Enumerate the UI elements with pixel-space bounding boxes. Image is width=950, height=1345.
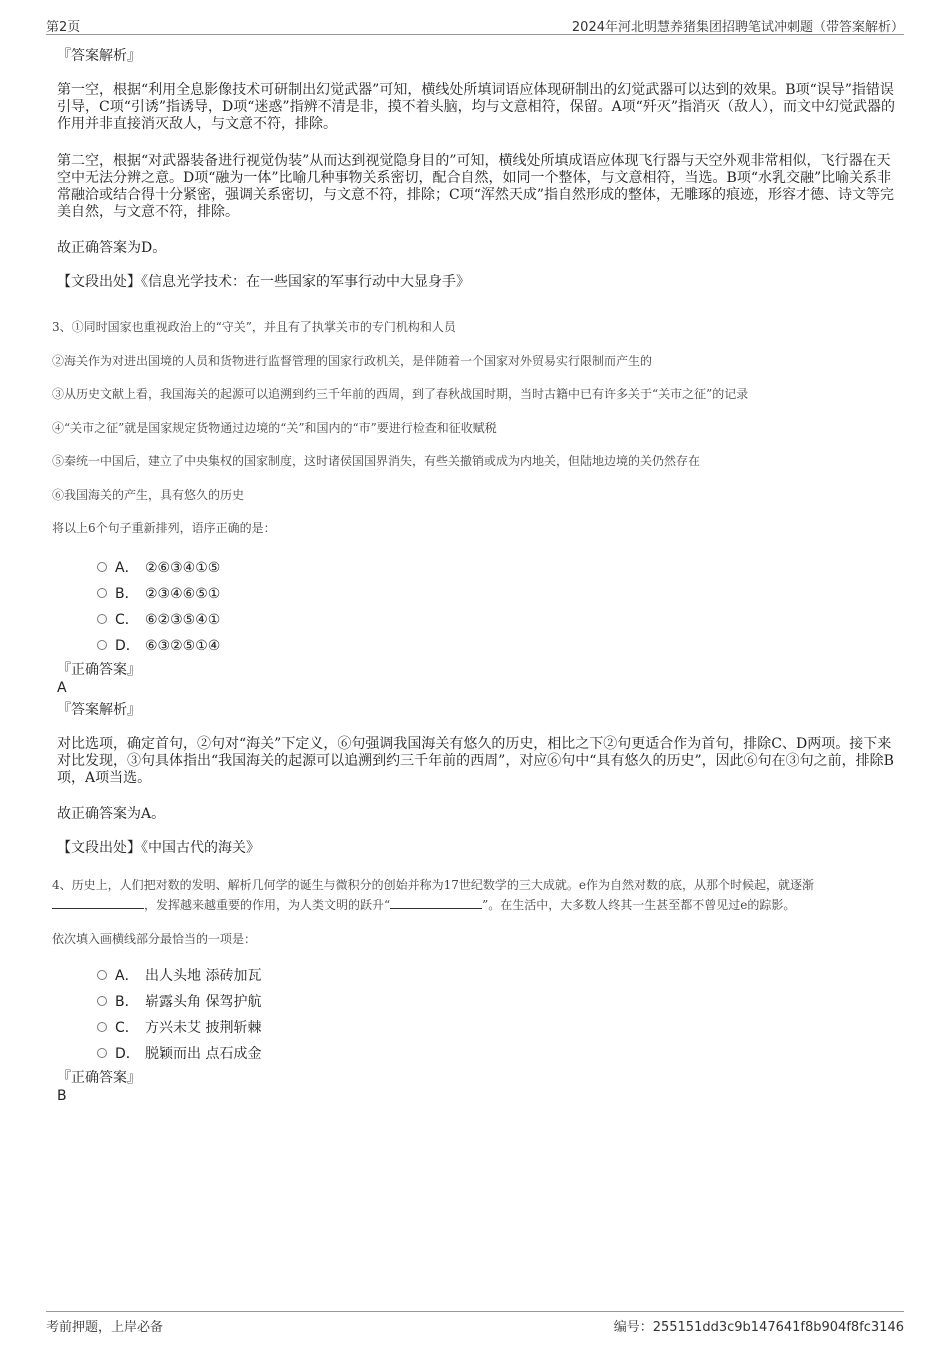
radio-icon[interactable]: [97, 588, 107, 598]
footer-serial: 编号：255151dd3c9b147641f8b904f8fc3146: [613, 1320, 904, 1335]
q2-conclusion: 故正确答案为D。: [57, 240, 167, 256]
q4-answer: B: [57, 1088, 67, 1104]
q3-answer: A: [57, 680, 67, 696]
q3-option-a[interactable]: A． ②⑥③④①⑤: [97, 557, 220, 577]
q4-option-b[interactable]: B． 崭露头角 保驾护航: [97, 991, 261, 1011]
radio-icon[interactable]: [97, 562, 107, 572]
q4-option-d[interactable]: D． 脱颖而出 点石成金: [97, 1043, 261, 1063]
q3-option-d[interactable]: D． ⑥③②⑤①④: [97, 635, 220, 655]
q3-prompt: 将以上6个句子重新排列，语序正确的是：: [52, 521, 276, 535]
q2-analysis-label: 『答案解析』: [57, 48, 141, 64]
radio-icon[interactable]: [97, 640, 107, 650]
q3-conclusion: 故正确答案为A。: [57, 806, 166, 822]
q2-analysis-para1: 第一空，根据“利用全息影像技术可研制出幻觉武器”可知，横线处所填词语应体现研制出的幻觉武器可以达到的效果。B项“误导”指错误引导，C项“引诱”指诱导，D项“迷惑”指辨不清是非，摸不着头脑，均与文意相符，保留。A项“歼灭”指消灭（敌人），而文中幻觉武器的作用并非直接消灭敌人，与文意不符，排除。: [57, 82, 895, 132]
q3-analysis: 对比选项，确定首句，②句对“海关”下定义，⑥句强调我国海关有悠久的历史，相比之下②句更适合作为首句，排除C、D两项。接下来对比发现，③句具体指出“我国海关的起源可以追溯到约三千年前的西周”，对应⑥句中“具有悠久的历史”，因此⑥句在③句之前，排除B项，A项当选。: [57, 736, 894, 786]
radio-icon[interactable]: [97, 996, 107, 1006]
q4-answer-label: 『正确答案』: [57, 1070, 141, 1086]
document-title: 2024年河北明慧养猪集团招聘笔试冲刺题（带答案解析）: [571, 20, 904, 35]
q3-option-b[interactable]: B． ②③④⑥⑤①: [97, 583, 220, 603]
q3-option-c[interactable]: C． ⑥②③⑤④①: [97, 609, 220, 629]
blank-1: [52, 896, 144, 909]
q3-answer-label: 『正确答案』: [57, 662, 141, 678]
q3-sentence-6: ⑥我国海关的产生，具有悠久的历史: [52, 488, 245, 502]
q3-sentence-1: 3、①同时国家也重视政治上的“守关”，并且有了执掌关市的专门机构和人员: [52, 320, 456, 334]
q4-option-c[interactable]: C． 方兴未艾 披荆斩棘: [97, 1017, 261, 1037]
q2-analysis-para2: 第二空，根据“对武器装备进行视觉伪装”从而达到视觉隐身目的”可知，横线处所填成语应体现飞行器与天空外观非常相似，飞行器在天空中无法分辨之意。D项“融为一体”比喻几种事物关系密切，配合自然，如同一个整体，与文意相符，当选。B项“水乳交融”比喻关系非常融洽或结合得十分紧密，强调关系密切，与文意不符，排除；C项“浑然天成”指自然形成的整体，无雕琢的痕迹，形容才德、诗文等完美自然，与文意不符，排除。: [57, 153, 895, 220]
page-footer: [46, 1311, 904, 1334]
q3-sentence-5: ⑤秦统一中国后，建立了中央集权的国家制度，这时诸侯国国界消失，有些关撤销或成为内地关，但陆地边境的关仍然存在: [52, 454, 701, 468]
q4-stem: 4、历史上，人们把对数的发明、解析几何学的诞生与微积分的创始并称为17世纪数学的三大成就。e作为自然对数的底，从那个时候起，就逐渐，发挥越来越重要的作用，为人类文明的跃升“ ”。在生活中，大多数人终其一生甚至都不曾见过e的踪影。: [52, 878, 815, 912]
q3-sentence-4: ④“关市之征”就是国家规定货物通过边境的“关”和国内的“市”要进行检查和征收赋税: [52, 421, 497, 435]
radio-icon[interactable]: [97, 970, 107, 980]
page-number: 第2页: [46, 20, 81, 35]
q4-option-a[interactable]: A． 出人头地 添砖加瓦: [97, 965, 261, 985]
q3-source: 【文段出处】《中国古代的海关》: [57, 840, 260, 856]
footer-slogan: 考前押题，上岸必备: [46, 1320, 164, 1335]
radio-icon[interactable]: [97, 1048, 107, 1058]
q3-sentence-2: ②海关作为对进出国境的人员和货物进行监督管理的国家行政机关，是伴随着一个国家对外贸易实行限制而产生的: [52, 354, 653, 368]
blank-2: [390, 896, 482, 909]
q3-analysis-label: 『答案解析』: [57, 702, 141, 718]
radio-icon[interactable]: [97, 614, 107, 624]
q4-prompt: 依次填入画横线部分最恰当的一项是：: [52, 932, 257, 946]
page-header: [46, 14, 904, 35]
radio-icon[interactable]: [97, 1022, 107, 1032]
q3-sentence-3: ③从历史文献上看，我国海关的起源可以追溯到约三千年前的西周，到了春秋战国时期，当时古籍中已有许多关于“关市之征”的记录: [52, 387, 749, 401]
q2-source: 【文段出处】《信息光学技术：在一些国家的军事行动中大显身手》: [57, 274, 470, 290]
